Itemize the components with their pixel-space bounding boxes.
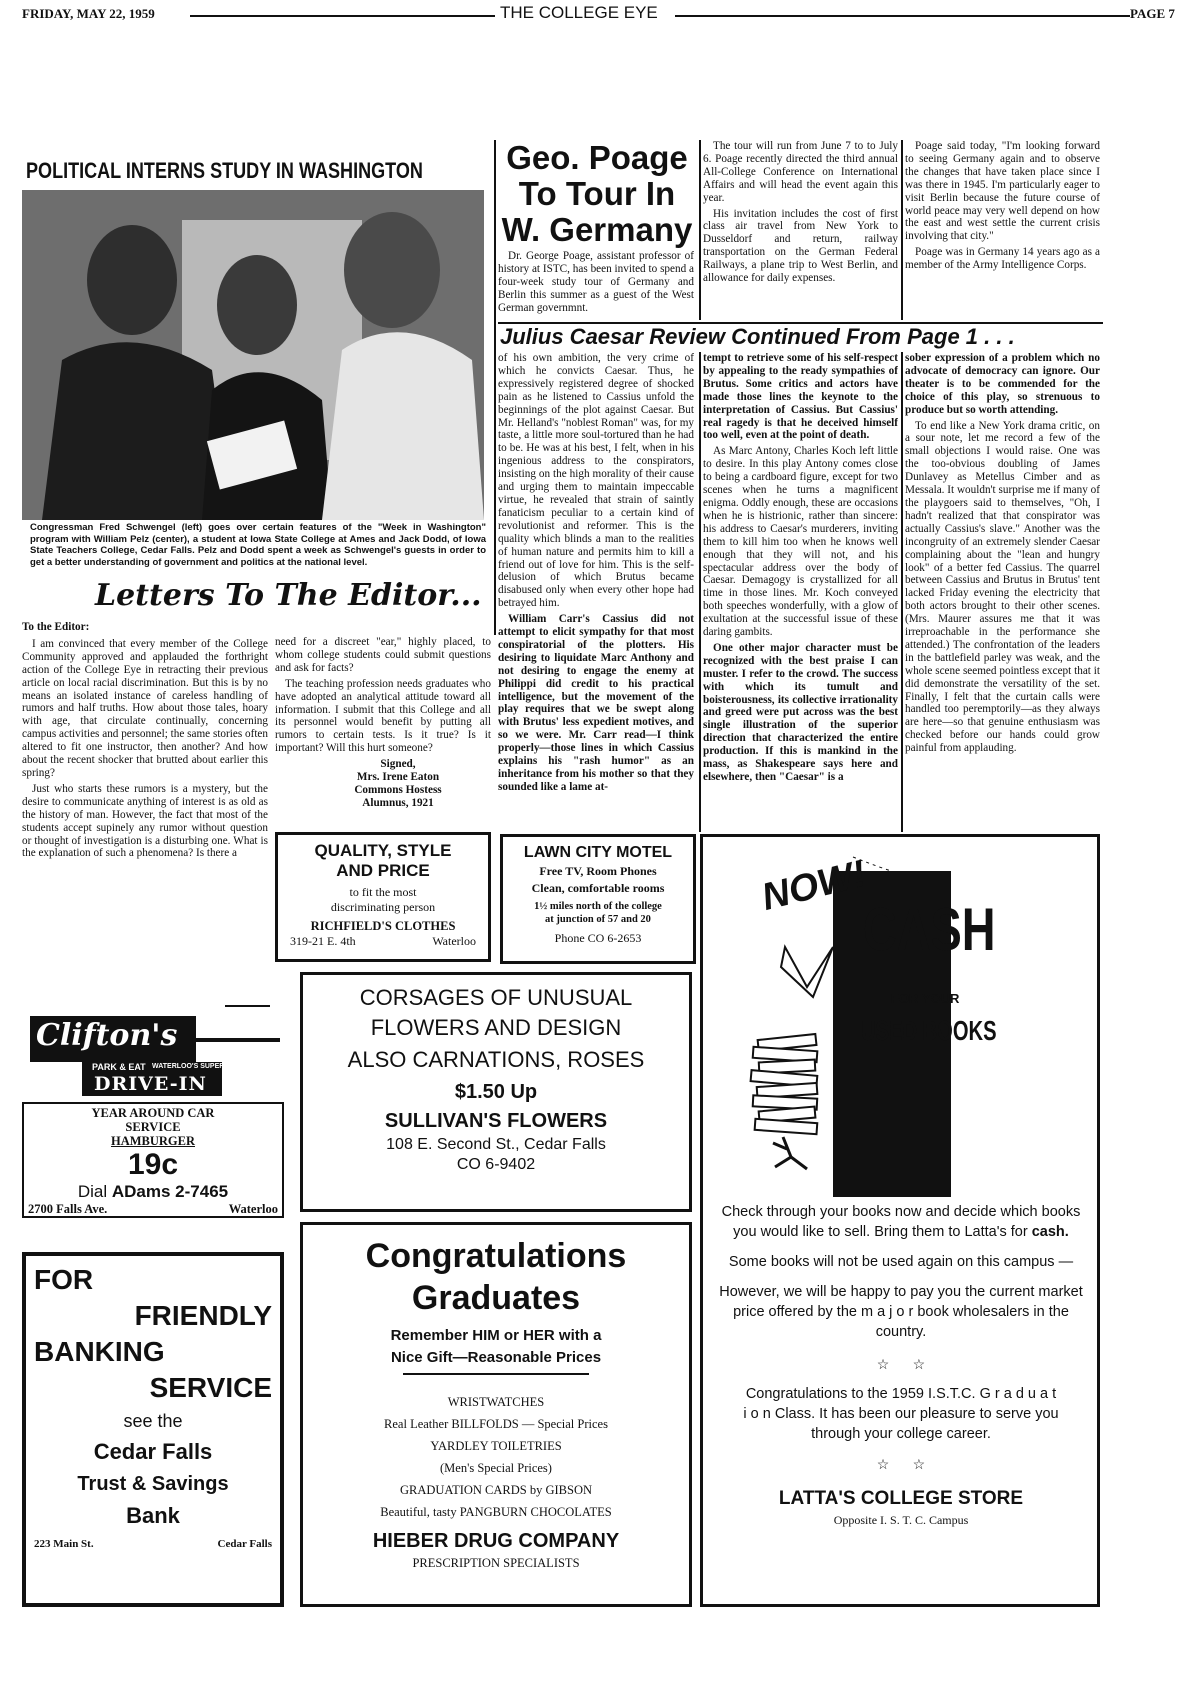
bank-line4: SERVICE — [149, 1372, 272, 1403]
sullivan-name: SULLIVAN'S FLOWERS — [384, 1110, 608, 1132]
star-icon: ☆ — [912, 1456, 926, 1472]
poage-paragraph: The tour will run from June 7 to to July 6. Poage recently directed the third annual All-College Conference on International Affairs and will head the event again this year. — [703, 140, 898, 204]
star-icon: ☆ — [912, 1356, 926, 1372]
richfield-line1: QUALITY, STYLE — [314, 841, 452, 860]
motel-name: LAWN CITY MOTEL — [523, 844, 673, 861]
star-icon: ☆ — [876, 1356, 890, 1372]
caesar-rule-2 — [901, 352, 903, 832]
hieber-sub1: Remember HIM or HER with a — [390, 1327, 602, 1344]
caesar-paragraph: To end like a New York drama critic, on a sour note, let me record a few of the small objections I would raise. One was the too-obvious doubling of James Dunlavey as Metellus Cimber and as Messala. It wouldn't surprise me if many of the playgoers said to themselves, "Oh, I hadn't realized that that conspirator was actually Cassius's slave." Another was the incongruity of an extremely slender Caesar complaining about the "lean and hungry look" of a better fed Cassius. The quarrel between Cassius and Brutus in Brutus' tent lacked Friday evening the electricity that both actors brought to their other scenes. (Mrs. Maurer assures me that it was irreproachable in the performance she attended.) The confrontation of the leaders in the battlefield parley was weak, and the whole scene seemed pointless except that it did demonstrate the versatility of the set. Finally, I felt that the curtain calls were handled too peremptorily—as they always are here—so that genuine enthusiasm was checked before our hands could grow painful from applauding. — [905, 419, 1100, 755]
letters-paragraph: Just who starts these rumors is a mystery, but the desire to communicate anything of interest is as old as the history of man. However, the fact that most of the students accept supinely any rumor without question or thought of investigation is a disturbing one. What is the explanation of such a phenomena? Is there a — [22, 782, 268, 860]
poage-rule-1 — [699, 140, 701, 320]
lattas-paragraph: Some books will not be used again on this campus — — [728, 1254, 1074, 1270]
hieber-divider — [403, 1373, 589, 1375]
bank-line8: Bank — [126, 1503, 180, 1528]
poage-headline-line3: W. Germany — [501, 211, 693, 248]
cliftons-phone: ADams 2-7465 — [111, 1182, 229, 1201]
poage-paragraph: Poage said today, "I'm looking forward to seeing Germany again and to observe the changes that have taken place since I was there in 1945. I'm particularly eager to visit Berlin because the future course of world peace may very well depend on how the east and west settle the current crisis involving that city." — [905, 140, 1100, 243]
richfield-address-row — [282, 934, 484, 949]
photo-figures-image — [22, 190, 484, 520]
cliftons-logo-text: Clifton's — [36, 1018, 178, 1053]
letters-paragraph: The teaching profession needs graduates who have adopted an analytical attitude toward all information. I submit that this College and all its personnel would benefit by putting all rumors to certain tests. Is it true? Is it important? Will this hurt someone? — [275, 677, 491, 755]
hieber-ad — [300, 1222, 692, 1607]
bank-line3: BANKING — [34, 1336, 165, 1367]
cliftons-line2: SERVICE — [125, 1120, 181, 1134]
bank-line7: Trust & Savings — [77, 1473, 229, 1495]
poage-paragraph: His invitation includes the cost of first class air travel from New York to Dusseldorf and return, railway transportation on the German Federal Railways, a plane trip to West Berlin, and allowance for daily expenses. — [703, 207, 898, 285]
caesar-paragraph: tempt to retrieve some of his self-respect by appealing to the ready sympathies of Brutus. Some critics and actors have made those lines the keynote to the interpretation of Cassius. But Cassius' real ragedy is that he deceived himself too well, even at the point of death. — [703, 352, 898, 442]
cliftons-line3: HAMBURGER — [110, 1134, 196, 1148]
caesar-paragraph: sober expression of a problem which no advocate of democracy can ignore. Our theater is to be commended for the choice of this play, so strenuous to produce but so worth attending. — [905, 352, 1100, 416]
motel-line1: Free TV, Room Phones — [539, 864, 657, 878]
lattas-cash-word: cash. — [1031, 1224, 1069, 1240]
richfield-name: RICHFIELD'S CLOTHES — [310, 919, 456, 933]
hieber-item: Beautiful, tasty PANGBURN CHOCOLATES — [380, 1505, 612, 1519]
bank-ad — [22, 1252, 284, 1607]
caesar-headline: Julius Caesar Review Continued From Page 1 . . . — [500, 324, 1015, 349]
letters-salutation: To the Editor: — [22, 621, 90, 633]
poage-column-3 — [905, 140, 1100, 322]
bank-address: 223 Main St. — [34, 1538, 94, 1550]
letters-column-2 — [275, 636, 491, 826]
lattas-paragraph-text: Check through your books now and decide which books you would like to sell. Bring them to Latta's for — [721, 1204, 1081, 1240]
poage-paragraph: Dr. George Poage, assistant professor of history at ISTC, has been invited to spend a four-week study tour of Germany and Berlin this summer as a guest of the West German governmnt. — [498, 250, 694, 314]
hieber-item: GRADUATION CARDS by GIBSON — [399, 1483, 593, 1497]
sullivan-line2: FLOWERS AND DESIGN — [370, 1015, 622, 1040]
hieber-tagline: PRESCRIPTION SPECIALISTS — [412, 1556, 580, 1570]
poage-paragraph: Poage was in Germany 14 years ago as a member of the Army Intelligence Corps. — [905, 246, 1100, 272]
poage-headline-line2: To Tour In — [518, 175, 676, 212]
lattas-name: LATTA'S COLLEGE STORE — [778, 1488, 1024, 1509]
hieber-item: WRISTWATCHES — [447, 1395, 545, 1409]
cliftons-line1: YEAR AROUND CAR — [91, 1106, 215, 1120]
richfield-line3: to fit the most — [349, 885, 417, 899]
paper-name: THE COLLEGE EYE — [500, 3, 658, 22]
sullivan-address: 108 E. Second St., Cedar Falls — [386, 1136, 606, 1153]
bank-line6: Cedar Falls — [93, 1439, 213, 1464]
sullivan-line3: ALSO CARNATIONS, ROSES — [347, 1047, 645, 1072]
cliftons-body — [22, 1102, 284, 1218]
interns-caption: Congressman Fred Schwengel (left) goes over certain features of the "Week in Washington" program with William Pelz (center), a student at Iowa State College at Ames and Jack Dodd, of Iowa State Teachers College, Cedar Falls. Pelz and Dodd spent a week as Schwengel's guests in order to get a better understanding of government and politics at the national level. — [30, 522, 486, 568]
letters-column-1 — [22, 621, 268, 1021]
hieber-headline2: Graduates — [411, 1279, 581, 1317]
lattas-stars-row — [713, 1454, 1089, 1474]
hieber-headline1: Congratulations — [365, 1237, 627, 1275]
caesar-column-1 — [498, 352, 694, 830]
cliftons-address: 2700 Falls Ave. — [28, 1202, 108, 1216]
letters-signature: Mrs. Irene Eaton — [356, 771, 440, 784]
cliftons-sub2: WATERLOO'S SUPER — [152, 1063, 225, 1070]
lattas-now: NOW! — [757, 852, 871, 920]
hieber-item: Real Leather BILLFOLDS — Special Prices — [384, 1417, 608, 1431]
letters-signer-title: Commons Hostess — [354, 783, 442, 796]
letters-end-rule — [225, 1005, 270, 1007]
motel-ad — [500, 834, 696, 964]
lattas-stars-row — [713, 1354, 1089, 1374]
lattas-cash: CASH — [863, 896, 996, 963]
lattas-paragraph: However, we will be happy to pay you the current market price offered by the m a j o r book wholesalers in the country. — [719, 1284, 1083, 1340]
cliftons-dial-label: Dial — [77, 1182, 112, 1201]
letters-paragraph: need for a discreet "ear," highly placed, to whom college students could submit questions and ask for facts? — [275, 636, 491, 674]
interns-headline: POLITICAL INTERNS STUDY IN WASHINGTON — [26, 158, 423, 183]
lattas-body — [713, 1202, 1089, 1530]
poage-headline-line1: Geo. Poage — [506, 139, 688, 176]
richfield-address: 319-21 E. 4th — [290, 934, 356, 948]
page-number: PAGE 7 — [1130, 6, 1175, 21]
cliftons-logo — [22, 1010, 282, 1100]
issue-date: FRIDAY, MAY 22, 1959 — [22, 6, 155, 21]
richfield-line4: discriminating person — [330, 900, 436, 914]
lattas-for-your: FOR YOUR — [891, 991, 960, 1006]
sullivan-price: $1.50 Up — [454, 1081, 538, 1103]
interns-photo — [22, 190, 484, 520]
motel-phone: Phone CO 6-2653 — [554, 931, 642, 945]
letters-heading: Letters To The Editor... — [95, 578, 482, 613]
caesar-paragraph: One other major character must be recognized with the best praise I can muster. I refer to the crowd. The success with which its tumult and boisterousness, its collective irrationality and greed were put across was the best single illustration of the superior direction that characterized the entire production. If this is mankind in the mass, as Shakespeare says here and elsewhere, then "Caesar" is a — [703, 641, 898, 783]
star-icon: ☆ — [876, 1456, 890, 1472]
letters-signed: Signed, — [380, 758, 416, 771]
poage-column-2 — [703, 140, 898, 322]
lattas-used-books: USED BOOKS — [861, 1015, 997, 1046]
cliftons-address-row — [24, 1202, 282, 1216]
masthead-rule-left — [190, 15, 495, 17]
hieber-sub2: Nice Gift—Reasonable Prices — [390, 1349, 602, 1366]
motel-line2: Clean, comfortable rooms — [531, 881, 665, 895]
hieber-name: HIEBER DRUG COMPANY — [372, 1530, 620, 1552]
cliftons-drivein: DRIVE-IN — [94, 1073, 207, 1095]
sullivan-line1: CORSAGES OF UNUSUAL — [359, 985, 633, 1010]
sullivan-ad — [300, 972, 692, 1212]
caesar-column-2 — [703, 352, 898, 830]
poage-rule-2 — [901, 140, 903, 320]
cliftons-city: Waterloo — [228, 1202, 278, 1216]
motel-line3: 1½ miles north of the college — [534, 901, 662, 912]
bank-line5: see the — [123, 1411, 183, 1431]
letters-paragraph: I am convinced that every member of the College Community approved and applauded the forthright action of the College Eye in retracting their previous article on local racial discrimination. But this is by no means an isolated instance of careless handling of rumors and half truths. How about those tales, hoary with age, that circulate continually, concerning campus activities and personnel; the same stories often altered to fit one instructor, then another? And how about the recent shocker that brutted about earlier this spring? — [22, 637, 268, 779]
richfield-line2: AND PRICE — [336, 861, 430, 880]
cliftons-dial-row — [24, 1182, 282, 1202]
cliftons-sub1: PARK & EAT — [92, 1062, 146, 1072]
sullivan-phone: CO 6-9402 — [456, 1156, 536, 1173]
caesar-paragraph: As Marc Antony, Charles Koch left little to desire. In this play Antony comes close to being a cardboard figure, except for two scenes when he turns a magnificent enigma. Oddly enough, these are occasions when he is histrionic, rather than sincere: his address to Caesar's murderers, inviting them to kill him too when he knows well enough that they will not, and his spectacular address over the body of Caesar. Demagogy is crystallized for all time in those lines. Mr. Koch conveyed both speeches wonderfully, with a glow of exultation at the successful issue of these daring gambits. — [703, 445, 898, 639]
caesar-rule-1 — [699, 352, 701, 832]
lattas-address: Opposite I. S. T. C. Campus — [833, 1513, 969, 1527]
motel-line4: at junction of 57 and 20 — [545, 914, 651, 925]
lattas-ad — [700, 834, 1100, 1607]
bank-line2: FRIENDLY — [134, 1300, 272, 1331]
cliftons-price: 19c — [127, 1148, 179, 1181]
hieber-item: YARDLEY TOILETRIES — [430, 1439, 562, 1453]
richfield-ad — [275, 832, 491, 962]
lattas-paragraph — [713, 1202, 1089, 1242]
lattas-paragraph: Congratulations to the 1959 I.S.T.C. G r a d u a t i o n Class. It has been our pleasure to serve you through your college career. — [743, 1386, 1059, 1442]
poage-column-1 — [498, 250, 694, 320]
caesar-paragraph: of his own ambition, the very crime of which he convicts Caesar. Thus, he expressively registered degree of shocked pain as he listened to Cassius unfold the beginnings of the plot against Caesar. But Mr. Helland's "noblest Roman" was, for my taste, a little more soul-tortured than he had to be. He was at his best, I felt, when in his ingenious address to the conspirators, insisting on the high morality of their cause and urging them to maintain impeccable virtue, he revealed that strain of saintly fanaticism peculiar to a certain kind of revolutionist and reformer. This is the quality which blinds a man to the realities of human nature and permits him to kill a friend out of love for him. This is the self-delusion of which Brutus became disabused only when every other hope had betrayed him. — [498, 352, 694, 610]
bank-city: Cedar Falls — [217, 1538, 272, 1550]
hieber-item: (Men's Special Prices) — [440, 1461, 552, 1475]
letters-alumnus: Alumnus, 1921 — [362, 796, 434, 809]
column-rule — [494, 140, 496, 635]
masthead-rule-right — [675, 15, 1130, 17]
caesar-column-3 — [905, 352, 1100, 830]
bank-line1: FOR — [34, 1264, 94, 1295]
bank-address-row — [34, 1538, 272, 1550]
richfield-city: Waterloo — [432, 934, 476, 948]
caesar-paragraph: William Carr's Cassius did not attempt to elicit sympathy for that most conspiratorial of the plotters. His desiring to liquidate Marc Anthony and not desiring to engage the enemy at Philippi did credit to his practical intelligence, but the movement of the play requires that we be swept along with Brutus' less expedient motives, and so we were. Mr. Carr read—I think properly—those lines in which Cassius explains his "rash humor" as an inheritance from his mother so that they sounded like a lame at- — [498, 613, 694, 793]
